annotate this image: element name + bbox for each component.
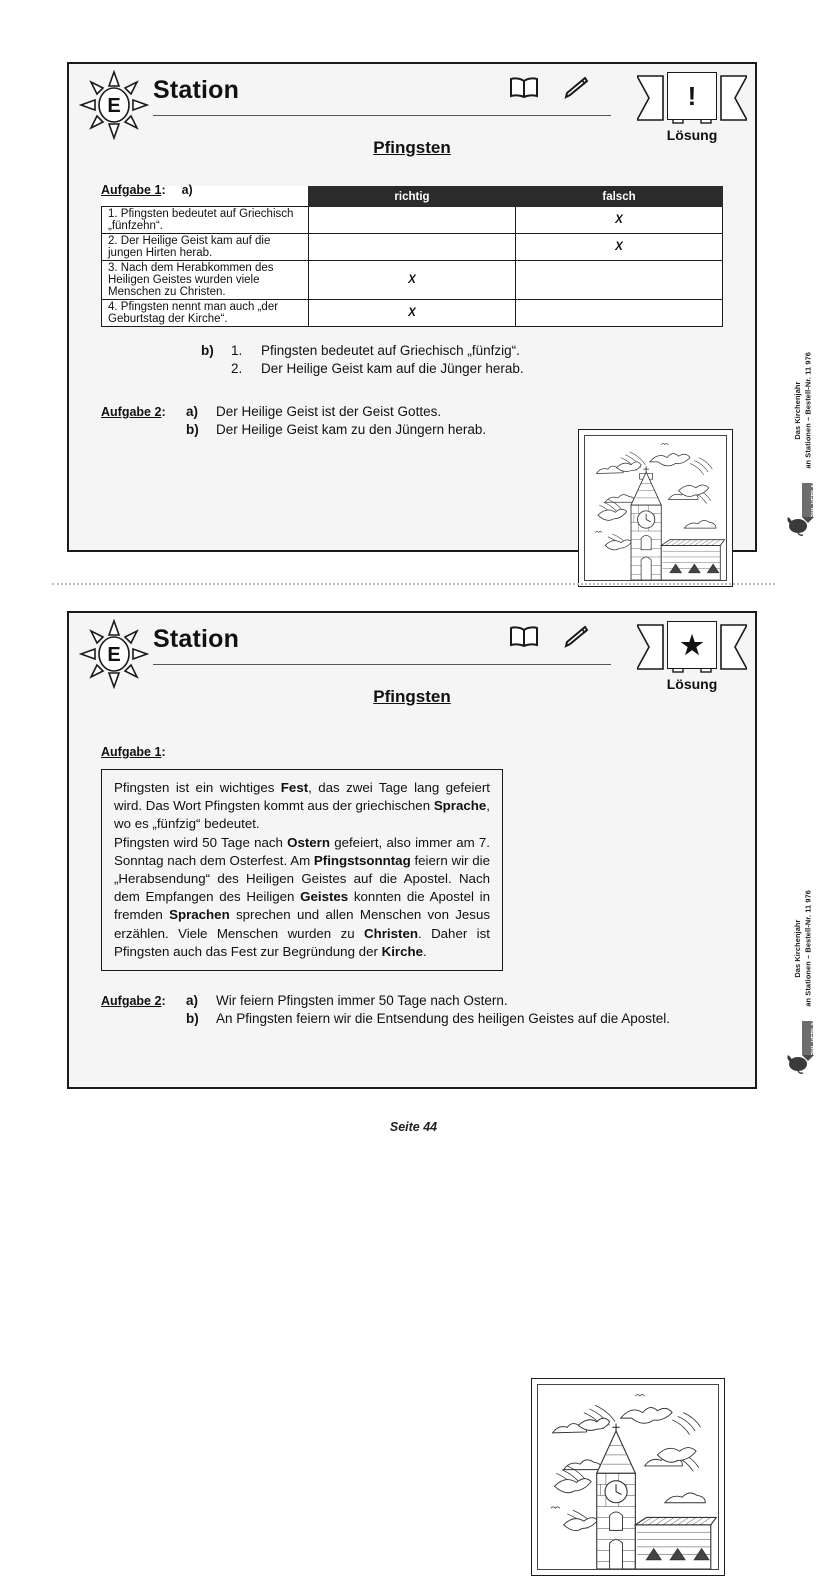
kohl-verlag-logo: [783, 477, 825, 542]
book-icon: [509, 76, 539, 105]
svg-text:KOHL VERLAG: KOHL VERLAG: [811, 478, 818, 523]
item-marker: b): [186, 1011, 199, 1027]
cell-richtig[interactable]: X: [309, 300, 516, 327]
bold-term: Fest: [280, 780, 309, 795]
side-imprint-text: [793, 352, 814, 469]
item-text: Der Heilige Geist kam auf die Jünger herab.: [261, 361, 524, 376]
bold-term: Sprachen: [169, 907, 230, 923]
table-header-richtig: richtig: [309, 187, 516, 207]
svg-text:KOHL VERLAG: KOHL VERLAG: [811, 1016, 818, 1061]
header-icons: [509, 625, 589, 654]
aufgabe2-colon: :: [161, 994, 166, 1009]
station-letter: E: [107, 95, 121, 117]
aufgabe1-colon: :: [161, 745, 166, 759]
text-run: Pfingsten ist ein wichtiges: [114, 780, 281, 795]
list-item: [186, 993, 670, 1008]
aufgabe1-part-a: a): [181, 183, 193, 197]
compass-sun-icon: [79, 619, 149, 689]
text-run: , das zwei Tage lang gefeiert wird. Das Wort Pfingsten kommt aus der griechischen: [114, 780, 490, 814]
aufgabe1-label-text: Aufgabe 1: [101, 745, 162, 759]
list-item: [201, 343, 723, 358]
aufgabe2-block-2: [101, 993, 723, 1029]
side-imprint-line1: Das Kirchenjahr: [793, 919, 803, 978]
text-run: gefeiert, also immer am 7. Sonntag nach dem Osterfest. Am: [114, 834, 490, 868]
info-textbox: [101, 769, 503, 971]
bold-term: Geistes: [300, 889, 349, 905]
cell-falsch[interactable]: X: [516, 207, 723, 234]
info-paragraph-1: [114, 779, 490, 834]
statement-text: 4. Pfingsten nennt man auch „der Geburtstag der Kirche“.: [102, 300, 309, 327]
book-icon: [509, 625, 539, 654]
title-rule: [153, 664, 611, 665]
statement-text: 3. Nach dem Herabkommen des Heiligen Geistes wurden viele Menschen zu Christen.: [102, 261, 309, 300]
church-with-doves-illustration: [578, 429, 733, 587]
text-run: sprechen und allen Menschen von Jesus erzählen. Viele Menschen wurden zu: [114, 907, 491, 941]
table-header-falsch: falsch: [516, 187, 723, 207]
kohl-verlag-logo: [783, 1015, 825, 1080]
solution-banner-1: [637, 72, 747, 143]
side-margin-block-2: [783, 890, 825, 1080]
text-run: , wo es „fünfzig“ bedeutet.: [114, 798, 490, 832]
side-imprint-line2: an Stationen – Bestell-Nr. 11 976: [804, 890, 813, 1007]
text-run: .: [422, 943, 427, 959]
header-icons: [509, 76, 589, 105]
side-imprint-line2: an Stationen – Bestell-Nr. 11 976: [804, 352, 813, 469]
aufgabe2-label-text: Aufgabe 2: [101, 405, 162, 419]
text-run: Pfingsten wird 50 Tage nach: [114, 834, 288, 850]
pencil-icon: [561, 76, 589, 105]
part-b-spacer: [201, 361, 231, 376]
aufgabe2-colon: :: [161, 405, 166, 419]
cell-falsch[interactable]: [516, 300, 723, 327]
aufgabe2-label-text: Aufgabe 2: [101, 994, 162, 1009]
item-text: Pfingsten bedeutet auf Griechisch „fünfzig“.: [261, 343, 520, 358]
list-item: [186, 422, 486, 437]
text-run: feiern wir die „Herabsendung“ des Heiligen Geistes auf die Apostel. Nach dem Empfangen des Heiligen: [114, 852, 490, 905]
aufgabe1-table-block: [101, 183, 723, 327]
item-number: 2.: [231, 361, 243, 376]
worksheet-subject-1: Pfingsten: [373, 138, 451, 157]
aufgabe1-label: [101, 183, 193, 197]
bold-term: Christen: [364, 925, 418, 941]
aufgabe1-label-text: Aufgabe 1: [101, 183, 162, 197]
banner-symbol: ★: [667, 621, 717, 669]
cell-falsch[interactable]: X: [516, 234, 723, 261]
table-header-row: [102, 187, 723, 207]
table-row: [102, 261, 723, 300]
text-run: konnten die Apostel in fremden: [114, 889, 490, 923]
title-rule: [153, 115, 611, 116]
table-row: [102, 207, 723, 234]
cell-richtig[interactable]: [309, 234, 516, 261]
bold-term: Kirche: [381, 943, 423, 959]
cell-falsch[interactable]: [516, 261, 723, 300]
worksheet-2-body: [69, 745, 755, 1029]
item-marker: b): [186, 422, 199, 437]
bold-term: Sprache: [433, 798, 487, 814]
item-marker: a): [186, 404, 199, 419]
worksheet-1-body: [69, 183, 755, 440]
pencil-icon: [561, 625, 589, 654]
aufgabe1-label-2: [101, 745, 723, 759]
item-text: Wir feiern Pfingsten immer 50 Tage nach Ostern.: [216, 993, 508, 1009]
table-row: [102, 300, 723, 327]
statement-text: 2. Der Heilige Geist kam auf die jungen Hirten herab.: [102, 234, 309, 261]
dotted-separator: [52, 583, 775, 585]
page-footer: Seite 44: [389, 1120, 438, 1134]
side-imprint-line1: Das Kirchenjahr: [793, 381, 803, 440]
aufgabe1-colon: :: [161, 183, 166, 197]
side-margin-block-1: [783, 352, 825, 542]
list-item: [201, 361, 723, 376]
item-text: An Pfingsten feiern wir die Entsendung des heiligen Geistes auf die Apostel.: [216, 1011, 671, 1027]
aufgabe2-label: [101, 404, 186, 440]
text-run: . Daher ist Pfingsten auch das Fest zur Begründung der: [114, 925, 490, 959]
side-imprint-text: [793, 890, 814, 1007]
solution-banner-2: [637, 621, 747, 692]
worksheet-1-header: [69, 64, 755, 156]
item-text: Der Heilige Geist kam zu den Jüngern herab.: [216, 422, 487, 437]
banner-label: Lösung: [666, 676, 718, 692]
truefalse-table: [101, 186, 723, 327]
info-paragraph-2: [114, 834, 490, 961]
cell-richtig[interactable]: X: [309, 261, 516, 300]
station-letter: E: [107, 644, 121, 666]
worksheet-subject-2: Pfingsten: [373, 687, 451, 706]
bold-term: Pfingstsonntag: [313, 852, 411, 868]
aufgabe2-label: [101, 993, 186, 1029]
aufgabe1-part-b-list: [201, 343, 723, 376]
banner-symbol: !: [667, 72, 717, 120]
bold-term: Ostern: [287, 834, 330, 850]
list-item: [186, 404, 486, 419]
cell-richtig[interactable]: [309, 207, 516, 234]
part-b-label: b): [201, 343, 214, 358]
aufgabe2-items: [186, 404, 486, 440]
worksheet-card-2: [67, 611, 757, 1089]
worksheet-card-1: [67, 62, 757, 552]
banner-label: Lösung: [666, 127, 718, 143]
list-item: [186, 1011, 670, 1026]
table-row: [102, 234, 723, 261]
worksheet-2-header: [69, 613, 755, 705]
church-with-doves-illustration: [531, 1378, 725, 1576]
compass-sun-icon: [79, 70, 149, 140]
aufgabe2-items: [186, 993, 670, 1029]
station-title: Station: [153, 625, 240, 653]
station-title: Station: [153, 76, 240, 104]
item-marker: a): [186, 993, 199, 1009]
statement-text: 1. Pfingsten bedeutet auf Griechisch „fünfzehn“.: [102, 207, 309, 234]
item-text: Der Heilige Geist ist der Geist Gottes.: [216, 404, 442, 419]
item-number: 1.: [231, 343, 243, 358]
